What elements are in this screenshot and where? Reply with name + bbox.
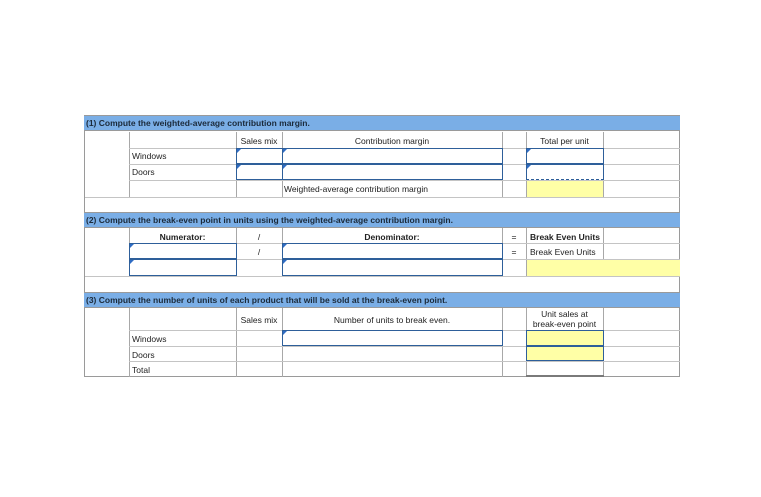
divide-symbol-2: / — [257, 247, 261, 257]
section2-header: (2) Compute the break-even point in units using the weighted-average contribution margin. — [84, 212, 680, 228]
numerator-label: Numerator: — [159, 232, 206, 242]
numerator-label-input-1[interactable] — [129, 243, 237, 259]
col-header-contribution-margin: Contribution margin — [354, 136, 430, 146]
break-even-units-answer-cell[interactable] — [527, 260, 680, 276]
equals-symbol: = — [511, 232, 517, 242]
s3-row-label-total: Total — [132, 365, 150, 375]
denominator-value-input[interactable] — [282, 259, 503, 276]
section1-header: (1) Compute the weighted-average contribution margin. — [84, 115, 680, 131]
section3-header: (3) Compute the number of units of each product that will be sold at the break-even point. — [84, 292, 680, 308]
doors-sales-mix-input[interactable] — [236, 164, 283, 180]
windows-unit-sales-answer-cell[interactable] — [526, 330, 604, 346]
denominator-label: Denominator: — [364, 232, 420, 242]
windows-contribution-margin-input[interactable] — [282, 148, 503, 164]
break-even-units-header: Break Even Units — [530, 232, 600, 242]
windows-units-to-break-even-input[interactable] — [282, 330, 503, 346]
row-label-windows: Windows — [132, 151, 167, 161]
row-label-doors: Doors — [132, 167, 155, 177]
doors-contribution-margin-input[interactable] — [282, 164, 503, 180]
s3-row-label-windows: Windows — [132, 334, 167, 344]
break-even-units-label: Break Even Units — [530, 247, 596, 257]
s3-col-header-unit-sales: Unit sales at break-even point — [532, 309, 597, 329]
divide-symbol: / — [257, 232, 261, 242]
weighted-average-label: Weighted-average contribution margin — [284, 184, 428, 194]
col-header-sales-mix: Sales mix — [240, 136, 278, 146]
s3-row-label-doors: Doors — [132, 350, 155, 360]
windows-sales-mix-input[interactable] — [236, 148, 283, 164]
doors-unit-sales-answer-cell[interactable] — [526, 346, 604, 361]
s3-col-header-units-to-break-even: Number of units to break even. — [333, 315, 451, 325]
denominator-label-input-1[interactable] — [282, 243, 503, 259]
col-header-total-per-unit: Total per unit — [540, 136, 589, 146]
equals-symbol-2: = — [511, 247, 517, 257]
numerator-value-input[interactable] — [129, 259, 237, 276]
doors-total-per-unit-input[interactable] — [526, 164, 604, 180]
weighted-average-answer-cell[interactable] — [527, 181, 603, 197]
worksheet-table — [84, 115, 680, 377]
total-unit-sales-cell[interactable] — [526, 361, 604, 377]
windows-total-per-unit-input[interactable] — [526, 148, 604, 164]
s3-col-header-sales-mix: Sales mix — [240, 315, 278, 325]
